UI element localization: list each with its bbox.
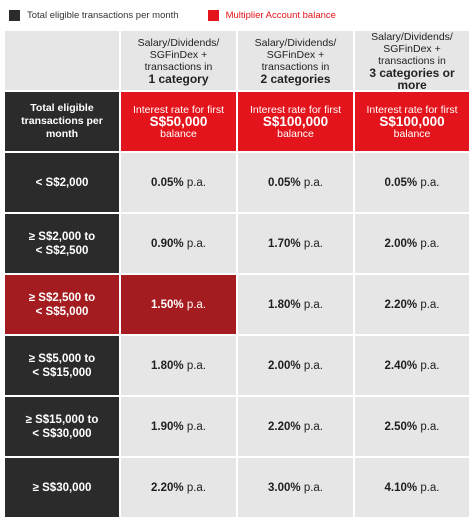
rate-unit: p.a. bbox=[303, 359, 323, 372]
header-line: SGFinDex + bbox=[266, 48, 325, 61]
balance-caption: Interest rate for first bbox=[249, 103, 342, 116]
header-line: transactions in bbox=[261, 60, 330, 73]
row-label-line: Total eligible bbox=[30, 102, 94, 114]
row-label bbox=[5, 397, 119, 456]
rate-cell bbox=[238, 214, 353, 273]
rate-value: 2.20% bbox=[268, 420, 301, 433]
table-row-highlighted bbox=[5, 275, 469, 334]
header-line: transactions in bbox=[378, 54, 446, 67]
rate-value: 0.05% bbox=[384, 176, 418, 189]
row-label-line: transactions per month bbox=[21, 115, 103, 140]
balance-row bbox=[5, 92, 469, 151]
row-label-line: ≥ S$30,000 bbox=[32, 481, 92, 494]
row-label bbox=[5, 275, 119, 334]
balance-cell-3 bbox=[355, 92, 469, 151]
rate-cell bbox=[238, 336, 353, 395]
rate-value: 1.50% bbox=[151, 298, 184, 311]
table-row bbox=[5, 336, 469, 395]
rate-cell bbox=[121, 397, 236, 456]
rate-value: 0.05% bbox=[151, 176, 184, 189]
row-label-line: ≥ S$2,000 to bbox=[28, 230, 96, 243]
rate-value: 2.00% bbox=[268, 359, 301, 372]
rate-cell bbox=[238, 458, 353, 517]
rate-cell-highlighted bbox=[121, 275, 236, 334]
balance-cell-1 bbox=[121, 92, 236, 151]
header-cell-1-category bbox=[121, 31, 236, 90]
header-category-count: 1 category bbox=[148, 71, 209, 86]
rate-value: 0.05% bbox=[268, 176, 301, 189]
legend bbox=[9, 7, 365, 23]
legend-label-transactions: Total eligible transactions per month bbox=[27, 9, 179, 21]
balance-amount: S$100,000 bbox=[262, 113, 329, 129]
rate-cell bbox=[121, 153, 236, 212]
legend-item-transactions bbox=[9, 10, 179, 21]
table-row bbox=[5, 397, 469, 456]
balance-caption: balance bbox=[160, 127, 197, 140]
legend-swatch-red bbox=[208, 10, 219, 21]
header-cell-2-categories bbox=[238, 31, 353, 90]
rate-value: 2.00% bbox=[384, 237, 418, 250]
table-row bbox=[5, 153, 469, 212]
rate-unit: p.a. bbox=[420, 237, 440, 250]
rate-value: 1.90% bbox=[151, 420, 184, 433]
rate-value: 3.00% bbox=[268, 481, 301, 494]
header-category-count: 2 categories bbox=[260, 71, 331, 86]
rate-unit: p.a. bbox=[303, 298, 323, 311]
balance-amount: S$50,000 bbox=[149, 113, 208, 129]
row-label bbox=[5, 153, 119, 212]
row-label-line: < S$15,000 bbox=[32, 366, 92, 379]
balance-caption: balance bbox=[393, 127, 431, 140]
rate-cell bbox=[355, 458, 469, 517]
rate-cell bbox=[355, 397, 469, 456]
header-line: SGFinDex + bbox=[149, 48, 208, 61]
rate-unit: p.a. bbox=[420, 420, 440, 433]
row-label-line: ≥ S$5,000 to bbox=[28, 352, 96, 365]
legend-item-balance bbox=[208, 10, 336, 21]
rate-value: 2.40% bbox=[384, 359, 418, 372]
rate-value: 1.80% bbox=[268, 298, 301, 311]
row-label-line: ≥ S$2,500 to bbox=[28, 291, 96, 304]
rate-value: 4.10% bbox=[384, 481, 418, 494]
balance-caption: Interest rate for first bbox=[132, 103, 225, 116]
rate-unit: p.a. bbox=[420, 481, 440, 494]
balance-amount: S$100,000 bbox=[379, 113, 445, 129]
rate-unit: p.a. bbox=[303, 420, 323, 433]
table-row bbox=[5, 214, 469, 273]
header-category-count: 3 categories or more bbox=[369, 65, 455, 92]
header-line: transactions in bbox=[144, 60, 213, 73]
rate-unit: p.a. bbox=[303, 481, 323, 494]
balance-caption: Interest rate for first bbox=[366, 103, 458, 116]
rate-value: 1.70% bbox=[268, 237, 301, 250]
rate-cell bbox=[238, 275, 353, 334]
table-row bbox=[5, 458, 469, 517]
rate-cell bbox=[121, 458, 236, 517]
row-label bbox=[5, 458, 119, 517]
rate-unit: p.a. bbox=[420, 176, 440, 189]
rate-unit: p.a. bbox=[186, 298, 206, 311]
header-line: Salary/Dividends/ bbox=[371, 30, 453, 43]
rate-unit: p.a. bbox=[186, 359, 206, 372]
rate-unit: p.a. bbox=[186, 420, 206, 433]
row-label bbox=[5, 336, 119, 395]
legend-swatch-dark bbox=[9, 10, 20, 21]
header-cell-3-categories bbox=[355, 31, 469, 90]
row-label bbox=[5, 214, 119, 273]
header-line: Salary/Dividends/ bbox=[137, 36, 220, 49]
row-label-line: < S$2,500 bbox=[35, 244, 89, 257]
rate-value: 2.20% bbox=[384, 298, 418, 311]
rate-unit: p.a. bbox=[186, 176, 206, 189]
rate-unit: p.a. bbox=[420, 359, 440, 372]
rate-value: 2.20% bbox=[151, 481, 184, 494]
rate-cell bbox=[355, 153, 469, 212]
interest-rate-table bbox=[5, 31, 469, 519]
rate-unit: p.a. bbox=[420, 298, 440, 311]
header-line: Salary/Dividends/ bbox=[254, 36, 337, 49]
rate-cell bbox=[238, 397, 353, 456]
rate-unit: p.a. bbox=[303, 237, 323, 250]
rate-unit: p.a. bbox=[303, 176, 323, 189]
legend-label-balance: Multiplier Account balance bbox=[225, 9, 336, 21]
row-label-line: < S$5,000 bbox=[35, 305, 89, 318]
header-line: SGFinDex + bbox=[383, 42, 441, 55]
balance-row-label bbox=[5, 92, 119, 151]
row-label-line: < S$30,000 bbox=[32, 427, 92, 440]
rate-cell bbox=[355, 214, 469, 273]
table-header-row bbox=[5, 31, 469, 90]
rate-value: 2.50% bbox=[384, 420, 418, 433]
rate-value: 0.90% bbox=[151, 237, 184, 250]
header-corner-cell bbox=[5, 31, 119, 90]
row-label-line: < S$2,000 bbox=[35, 176, 89, 189]
rate-value: 1.80% bbox=[151, 359, 184, 372]
rate-cell bbox=[121, 214, 236, 273]
rate-cell bbox=[355, 275, 469, 334]
balance-caption: balance bbox=[277, 127, 314, 140]
rate-unit: p.a. bbox=[186, 237, 206, 250]
rate-unit: p.a. bbox=[186, 481, 206, 494]
rate-cell bbox=[355, 336, 469, 395]
rate-cell bbox=[121, 336, 236, 395]
row-label-line: ≥ S$15,000 to bbox=[25, 413, 99, 426]
balance-cell-2 bbox=[238, 92, 353, 151]
rate-cell bbox=[238, 153, 353, 212]
